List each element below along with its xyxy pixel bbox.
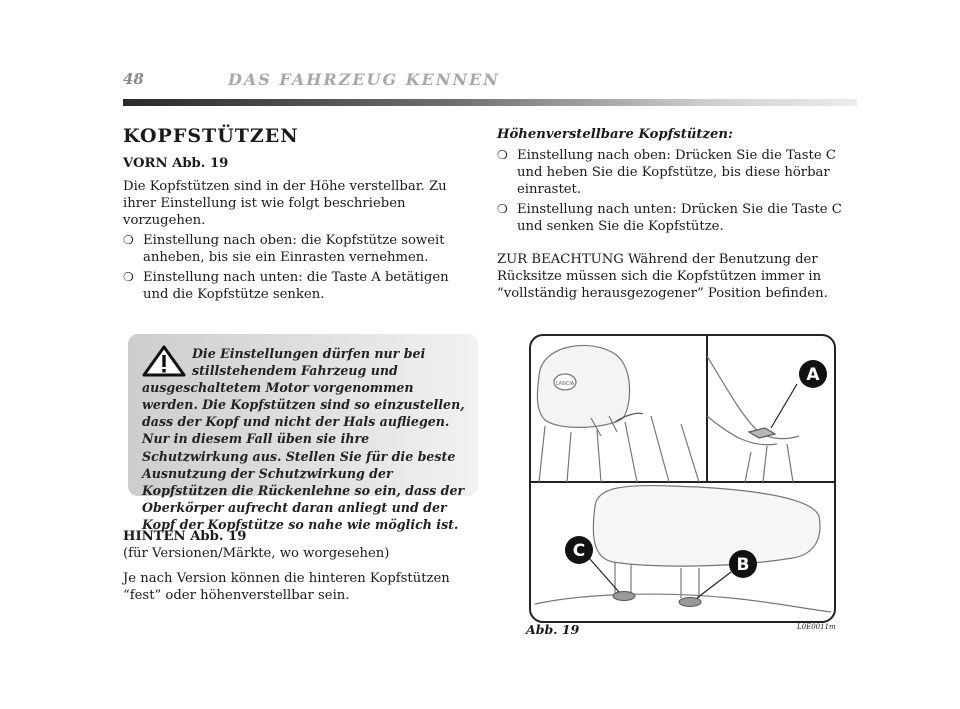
list-item	[123, 232, 478, 266]
rear-note: (für Versionen/Märkte, wo worgesehen)	[123, 546, 390, 561]
list-item	[497, 147, 857, 198]
figure-code: L0E0011m	[797, 623, 836, 631]
list-item-text: Einstellung nach oben: die Kopfstütze soweit anheben, bis sie ein Einrasten vernehmen.	[143, 233, 445, 265]
rear-section	[123, 528, 478, 604]
headrest-illustration	[531, 336, 834, 621]
section-title: DAS FAHRZEUG KENNEN	[228, 70, 500, 89]
page-number: 48	[123, 70, 144, 88]
bullet-icon: ❍	[123, 270, 134, 284]
callout-b-label: B	[736, 555, 750, 575]
intro-paragraph: Die Kopfstützen sind in der Höhe verstellbar. Zu ihrer Einstellung ist wie folgt beschrieben vorzugehen.	[123, 179, 447, 228]
list-item	[123, 269, 478, 303]
header-rule	[123, 99, 857, 106]
brand-badge-text: LANCIA	[555, 381, 575, 387]
warning-box	[128, 334, 478, 532]
detail-button-a-drawing	[707, 356, 799, 482]
warning-text: Die Einstellungen dürfen nur bei stillstehendem Fahrzeug und ausgeschaltetem Motor vorgenommen werden. Die Kopfstützen sind so einzustellen, dass der Kopf und nicht der Hals aufliegen. Nur in diesem Fall üben sie ihre Schutzwirkung aus. Stellen Sie für die beste Ausnutzung der Schutzwirkung der Kopfstützen die Rückenlehne so ein, dass der Oberkörper aufrecht daran anliegt und der Kopf der Kopfstütze so nahe wie möglich ist.	[142, 346, 465, 532]
list-item-text: Einstellung nach oben: Drücken Sie die Taste C und heben Sie die Kopfstütze, bis diese hörbar einrastet.	[517, 148, 836, 197]
bullet-icon: ❍	[123, 233, 134, 247]
callout-a-label: A	[806, 365, 820, 385]
subtitle: Höhenverstellbare Kopfstützen:	[497, 127, 733, 142]
callout-c-label: C	[572, 541, 586, 561]
list-item-text: Einstellung nach unten: die Taste A betätigen und die Kopfstütze senken.	[143, 270, 449, 302]
right-column	[497, 126, 857, 302]
figure-headrest	[529, 334, 836, 623]
front-heading: VORN Abb. 19	[123, 156, 229, 171]
bullet-icon: ❍	[497, 202, 508, 216]
button-c-shape	[613, 592, 635, 601]
left-column	[123, 125, 478, 303]
list-item	[497, 201, 857, 235]
note-paragraph: ZUR BEACHTUNG Während der Benutzung der Rücksitze müssen sich die Kopfstützen immer in “vollständig herausgezogener” Position befinden.	[497, 252, 828, 301]
figure-caption: Abb. 19	[526, 622, 580, 637]
button-b-shape	[679, 598, 701, 607]
warning-triangle-icon	[142, 345, 186, 377]
list-item-text: Einstellung nach unten: Drücken Sie die Taste C und senken Sie die Kopfstütze.	[517, 202, 842, 234]
rear-paragraph: Je nach Version können die hinteren Kopfstützen “fest” oder höhenverstellbar sein.	[123, 571, 450, 603]
bullet-icon: ❍	[497, 148, 508, 162]
rear-heading: HINTEN Abb. 19	[123, 529, 247, 544]
front-headrest-drawing	[537, 345, 699, 482]
page-heading: KOPFSTÜTZEN	[123, 125, 299, 147]
